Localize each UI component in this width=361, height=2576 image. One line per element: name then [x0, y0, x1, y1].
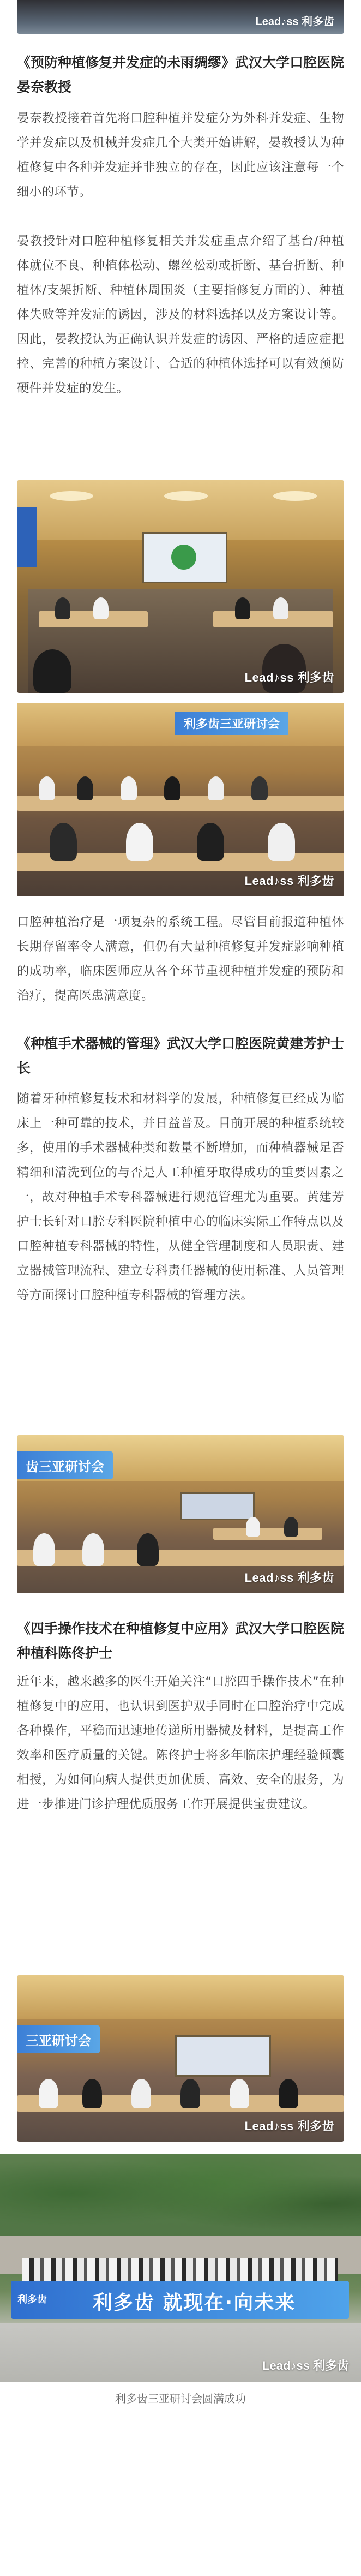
watermark: Lead♪ss 利多齿: [255, 16, 334, 28]
section-2-title: 《种植手术器械的管理》武汉大学口腔医院黄建芳护士长: [17, 1036, 345, 1076]
group-banner-text: 利多齿 就现在·向未来: [93, 2292, 296, 2314]
watermark: Lead♪ss 利多齿: [244, 671, 334, 684]
photo-group: [0, 2154, 361, 2382]
photo-conference-hall-1: [17, 480, 344, 693]
group-banner: [11, 2281, 349, 2319]
event-banner: 三亚研讨会: [17, 2025, 100, 2053]
group-banner-small: 利多齿: [17, 2294, 47, 2305]
watermark: Lead♪ss 利多齿: [262, 2359, 349, 2372]
event-banner: 利多齿三亚研讨会: [175, 712, 288, 735]
photo-audience-1: [17, 703, 344, 896]
section-1-title: 《预防种植修复并发症的未雨绸缪》武汉大学口腔医院晏奈教授: [17, 55, 345, 95]
presentation-screen: [142, 532, 227, 583]
watermark: Lead♪ss 利多齿: [244, 874, 334, 888]
photo-conference-hall-2: [17, 1435, 344, 1593]
section-3-paragraph-1: 近年来，越来越多的医生开始关注“口腔四手操作技术”在种植修复中的应用，也认识到医护双手同时在口腔治疗中完成各种操作，平稳而迅速地传递所用器械及材料，是提高工作效率和医疗质量的关键。陈佟护士将多年临床护理经验倾囊相授，为如何向病人提供更加优质、高效、安全的服务，为进一步推进门诊护理优质服务工作开展提供宝贵建议。: [17, 1675, 344, 1812]
watermark: Lead♪ss 利多齿: [244, 1571, 334, 1585]
section-1-paragraph-1: 晏奈教授接着首先将口腔种植并发症分为外科并发症、生物学并发症以及机械并发症几个大类开始讲解，晏教授认为种植修复中各种并发症并非独立的存在，因此应该注意每一个细小的环节。: [17, 111, 344, 199]
section-1-paragraph-3: 口腔种植治疗是一项复杂的系统工程。尽管目前报道种植体长期存留率令人满意，但仍有大量种植修复并发症影响种植的成功率，临床医师应从各个环节重视种植并发症的预防和治疗，提高医患满意度。: [17, 915, 344, 1003]
section-3-title: 《四手操作技术在种植修复中应用》武汉大学口腔医院种植科陈佟护士: [17, 1621, 345, 1661]
top-photo-strip: [17, 0, 344, 34]
section-1-paragraph-2: 晏教授针对口腔种植修复相关并发症重点介绍了基台/种植体就位不良、种植体松动、螺丝松动或折断、基台折断、种植体/支架折断、种植体周围炎（主要指修复方面的）、种植体失败等并发症的诱因，涉及的材料选择以及方案设计等。因此，晏教授认为正确认识并发症的诱因、严格的适应症把控、完善的种植方案设计、合适的种植体选择可以有效预防硬件并发症的发生。: [17, 234, 344, 396]
watermark: Lead♪ss 利多齿: [244, 2119, 334, 2133]
photo-caption: 利多齿三亚研讨会圆满成功: [115, 2392, 246, 2405]
event-banner: 齿三亚研讨会: [17, 1451, 113, 1479]
section-2-paragraph-1: 随着牙种植修复技术和材料学的发展，种植修复已经成为临床上一种可靠的技术，并日益普及。目前开展的种植系统较多，使用的手术器械种类和数量不断增加，而种植器械足否精细和清洗到位的与否是人工种植牙取得成功的重要因素之一，故对种植手术专科器械进行规范管理尤为重要。黄建芳护士长针对口腔专科医院种植中心的临床实际工作特点以及口腔种植专科器械的特性，从健全管理制度和人员职责、建立器械管理流程、建立专科责任器械的使用标准、人员管理等方面探讨口腔种植专科器械的管理方法。: [17, 1092, 344, 1302]
photo-conference-hall-3: [17, 1975, 344, 2142]
